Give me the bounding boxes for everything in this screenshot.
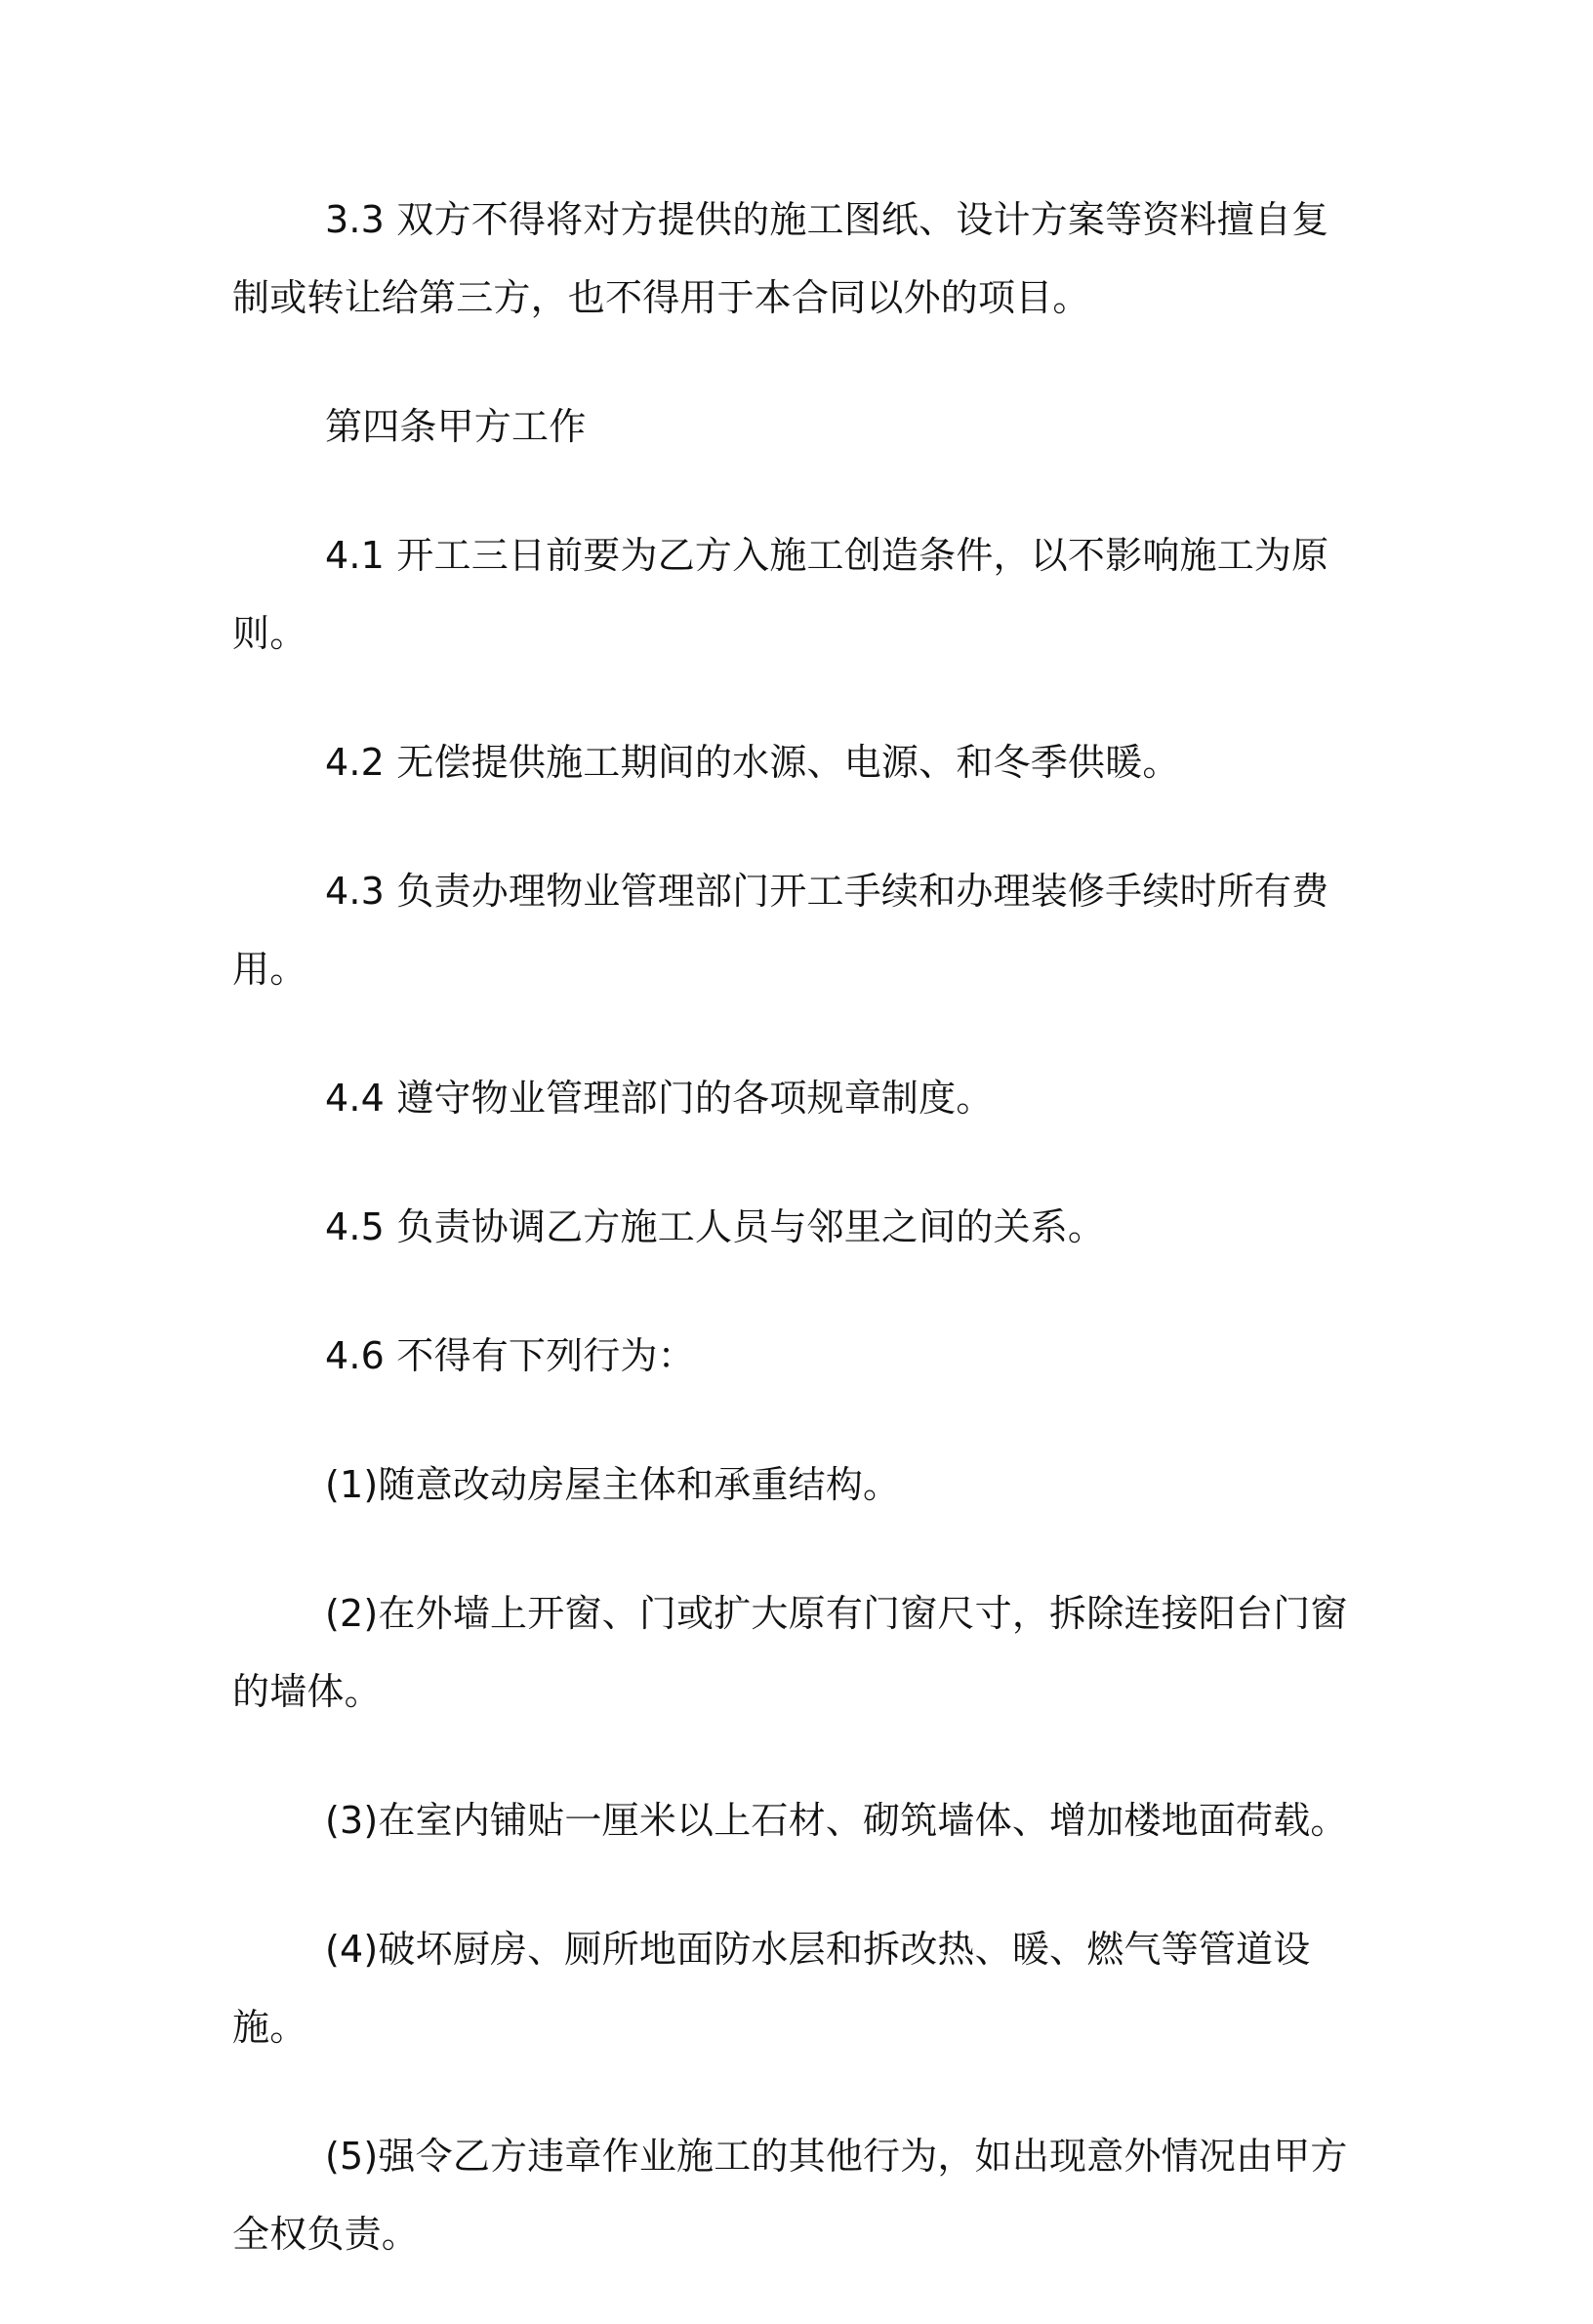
clause-4-1: 4.1 开工三日前要为乙方入施工创造条件，以不影响施工为原则。 — [232, 534, 1329, 655]
clause-4-4: 4.4 遵守物业管理部门的各项规章制度。 — [325, 1077, 994, 1120]
clause-4-5: 4.5 负责协调乙方施工人员与邻里之间的关系。 — [325, 1205, 1106, 1248]
prohibited-item-1: (1)随意改动房屋主体和承重结构。 — [325, 1463, 901, 1506]
prohibited-item-4: (4)破坏厨房、厕所地面防水层和拆改热、暖、燃气等管道设施。 — [232, 1928, 1311, 2049]
clause-4-2: 4.2 无偿提供施工期间的水源、电源、和冬季供暖。 — [325, 741, 1180, 784]
clause-4-3: 4.3 负责办理物业管理部门开工手续和办理装修手续时所有费用。 — [232, 870, 1329, 991]
clause-3-3: 3.3 双方不得将对方提供的施工图纸、设计方案等资料擅自复制或转让给第三方，也不得用于本合同以外的项目。 — [232, 198, 1329, 319]
prohibited-item-5: (5)强令乙方违章作业施工的其他行为，如出现意外情况由甲方全权负责。 — [232, 2135, 1348, 2256]
article-4-heading: 第四条甲方工作 — [325, 405, 587, 448]
clause-4-6: 4.6 不得有下列行为： — [325, 1334, 695, 1377]
document-body — [232, 181, 1365, 2324]
prohibited-item-3: (3)在室内铺贴一厘米以上石材、砌筑墙体、增加楼地面荷载。 — [325, 1799, 1348, 1842]
prohibited-item-2: (2)在外墙上开窗、门或扩大原有门窗尺寸，拆除连接阳台门窗的墙体。 — [232, 1592, 1348, 1713]
